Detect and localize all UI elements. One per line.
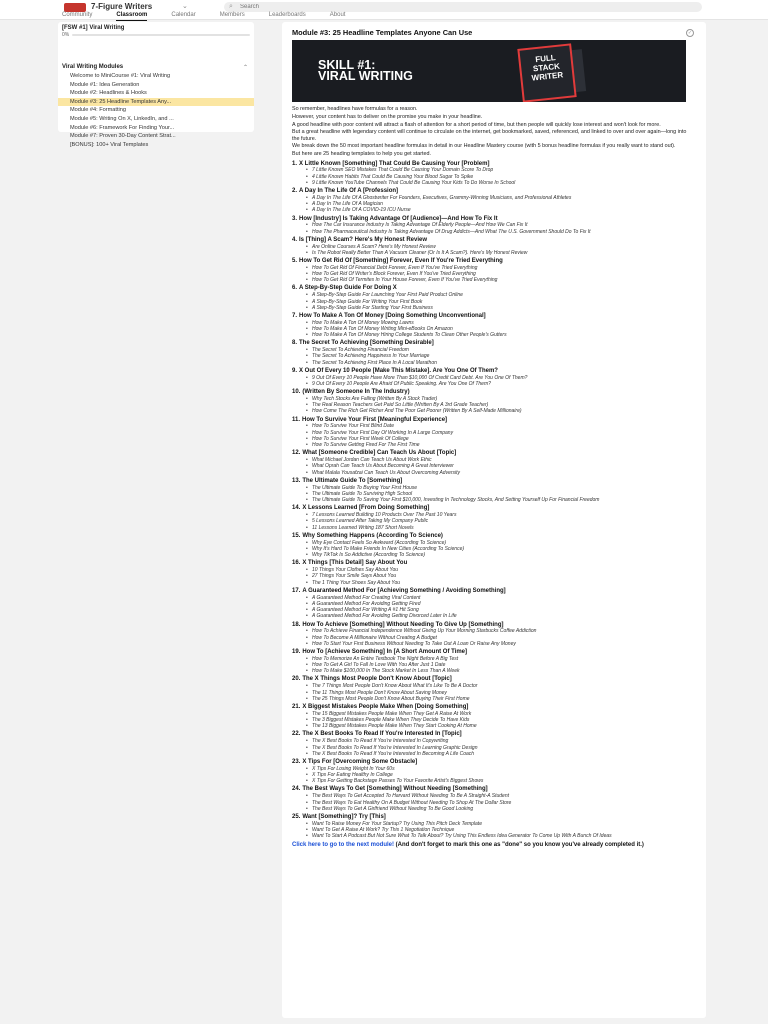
headline-template (292, 649, 692, 675)
headline-template (292, 188, 692, 214)
template-title: The Secret To Achieving [Something Desirable] (299, 340, 434, 347)
example-item: • How To Make A Ton Of Money Writing Mini-eBooks On Amazon (312, 326, 692, 332)
template-heading (292, 188, 692, 195)
lesson-item[interactable]: Module #1: Idea Generation (70, 81, 140, 88)
example-item: • What Malala Yousafzai Can Teach Us About Overcoming Adversity (312, 470, 692, 476)
example-list (312, 793, 692, 812)
template-heading (292, 622, 692, 629)
example-list (312, 683, 692, 702)
template-number: 24. (292, 786, 301, 793)
template-heading (292, 560, 692, 567)
lesson-item[interactable]: [BONUS]: 100+ Viral Templates (70, 141, 149, 148)
template-heading (292, 704, 692, 711)
community-name[interactable]: 7-Figure Writers (91, 2, 153, 11)
template-number: 13. (292, 477, 301, 484)
example-item: • A Step-By-Step Guide For Writing Your First Book (312, 299, 692, 305)
example-item: • The 3 Biggest Mistakes People Make When They Decide To Have Kids (312, 717, 692, 723)
example-item: • 4 Little Known Habits That Could Be Causing Your Blood Sugar To Spike (312, 174, 692, 180)
example-item: • A Step-By-Step Guide For Starting Your First Business (312, 305, 692, 311)
example-item: • How The Car Insurance Industry Is Taking Advantage Of Elderly People—And How We Can Fix It (312, 222, 692, 228)
template-title: X Out Of Every 10 People [Make This Mistake]. Are You One Of Them? (299, 367, 498, 374)
example-list (312, 628, 692, 647)
example-item: • 9 Little Known YouTube Channels That Could Be Causing Your Kids To Do Worse In School (312, 180, 692, 186)
search-input[interactable] (240, 2, 680, 12)
template-title: Want [Something]? Try [This] (302, 813, 386, 820)
intro-paragraph: But a great headline with legendary content will continue to circulate on the internet, get bookmarked, saved, referenced, and linked to over and over again—long into the future. (292, 129, 687, 142)
headline-template (292, 450, 692, 476)
tab-leaderboards[interactable]: Leaderboards (268, 12, 306, 18)
example-item: • A Guaranteed Method For Writing A #1 Hit Song (312, 607, 692, 613)
example-item: • How The Pharmaceutical Industry Is Taking Advantage Of Drug Addicts—And What The U.S. Government Should Do To Fix It (312, 229, 692, 235)
template-title: X Biggest Mistakes People Make When [Doing Something] (302, 703, 469, 710)
example-item: • The Best Ways To Get A Girlfriend Without Needing To Be Good Looking (312, 806, 692, 812)
template-number: 1. (292, 160, 298, 167)
example-item: • How To Make A Ton Of Money Mowing Lawns (312, 320, 692, 326)
template-number: 11. (292, 416, 301, 423)
example-list (312, 222, 692, 235)
example-item: • A Guaranteed Method For Avoiding Getting Fired (312, 601, 692, 607)
example-item: • 9 Out Of Every 10 People Are Afraid Of Public Speaking. Are You One Of Them? (312, 381, 692, 387)
template-number: 12. (292, 450, 301, 457)
template-title: X Lessons Learned [From Doing Something] (302, 505, 430, 512)
example-list (312, 244, 692, 257)
template-number: 19. (292, 649, 301, 655)
template-heading (292, 588, 692, 595)
example-list (312, 567, 692, 586)
intro-paragraph: A good headline with poor content will attract a flash of attention for a short period of time, but then people will quickly lose interest and won't look for more. (292, 121, 661, 128)
footer-text: (And don't forget to mark this one as "done" so you know you've already completed it.) (394, 841, 644, 848)
tab-classroom[interactable]: Classroom (116, 12, 148, 18)
top-bar (0, 0, 768, 20)
tab-about[interactable]: About (329, 12, 346, 18)
intro-paragraph: We break down the 50 most important headline formulas in detail in our Headline Mastery course (with 5 bonus headline formulas if you really want to stand out). (292, 143, 676, 150)
module-banner (292, 40, 686, 102)
example-item: • The 1 Thing Your Shoes Say About You (312, 580, 692, 586)
banner-line-2: VIRAL WRITING (318, 69, 413, 83)
example-list (312, 595, 692, 620)
lesson-item[interactable]: Module #2: Headlines & Hooks (70, 90, 147, 97)
headline-template (292, 258, 692, 284)
lesson-item[interactable]: Module #5: Writing On X, LinkedIn, and ... (70, 115, 174, 122)
template-title: How To Achieve [Something] Without Needing To Give Up [Something] (302, 621, 504, 628)
template-number: 17. (292, 587, 301, 594)
template-heading (292, 417, 692, 424)
example-item: • Why Tech Stocks Are Falling (Written By A Stock Trader) (312, 396, 692, 402)
example-item: • A Day In The Life Of A COVID-19 ICU Nurse (312, 207, 692, 213)
example-item: • The Best Ways To Get Accepted To Harvard Without Needing To Be A Straight-A Student (312, 793, 692, 799)
course-title: [FSW #1] Viral Writing (62, 25, 125, 31)
example-item: • Why TikTok Is So Addictive (According To Science) (312, 552, 692, 558)
example-item: • How To Become A Millionaire Without Creating A Budget (312, 635, 692, 641)
example-list (312, 738, 692, 757)
template-title: The X Things Most People Don't Know About [Topic] (302, 676, 452, 683)
example-item: • What Oprah Can Teach Us About Becoming A Great Interviewer (312, 463, 692, 469)
course-progress-bar (72, 34, 250, 36)
example-item: • The Ultimate Guide To Saving Your First $10,000, Investing In Technology Stocks, And Setting Yourself Up For Financial Freedom (312, 497, 692, 503)
example-item: • The Secret To Achieving Financial Freedom (312, 347, 692, 353)
template-title: Why Something Happens (According To Science) (302, 532, 443, 539)
headline-template (292, 216, 692, 235)
template-heading (292, 285, 692, 292)
book-cover-title: FULL STACK WRITER (531, 53, 564, 83)
headline-template (292, 389, 692, 415)
template-heading (292, 368, 692, 375)
chevron-up-icon[interactable]: ⌃ (242, 65, 248, 71)
book-cover-image (517, 43, 576, 102)
template-title: How To Survive Your First [Meaningful Experience] (302, 416, 448, 423)
template-number: 22. (292, 731, 301, 738)
example-item: • A Day In The Life Of A Magician (312, 201, 692, 207)
intro-paragraphs (292, 106, 692, 158)
example-item: • The Secret To Achieving Happiness In Your Marriage (312, 353, 692, 359)
example-item: • The 13 Biggest Mistakes People Make When They Start Cooking At Home (312, 723, 692, 729)
template-number: 14. (292, 505, 301, 512)
headline-template (292, 759, 692, 785)
example-item: • The 7 Things Most People Don't Know About What It's Like To Be A Doctor (312, 683, 692, 689)
example-item: • The Secret To Achieving First Place In A Local Marathon (312, 360, 692, 366)
example-list (312, 821, 692, 840)
template-title: A Step-By-Step Guide For Doing X (299, 285, 397, 292)
template-number: 5. (292, 257, 298, 264)
example-list (312, 656, 692, 675)
template-number: 18. (292, 621, 301, 628)
section-title[interactable]: Viral Writing Modules (62, 64, 124, 70)
headline-template (292, 560, 692, 586)
template-title: X Tips For [Overcoming Some Obstacle] (302, 758, 418, 765)
headline-template (292, 478, 692, 504)
intro-paragraph: However, your content has to deliver on the promise you make in your headline. (292, 113, 483, 120)
lesson-list (58, 72, 254, 149)
template-number: 3. (292, 215, 298, 222)
template-number: 20. (292, 676, 301, 683)
template-title: The X Best Books To Read If You're Interested In [Topic] (302, 731, 462, 738)
template-number: 4. (292, 236, 298, 243)
example-item: • How To Get Rid Of Termites In Your House Forever, Even If You've Tried Everything (312, 277, 692, 283)
example-item: • How To Get A Girl To Fall In Love With You After Just 1 Date (312, 662, 692, 668)
mark-done-check-icon[interactable]: ✓ (687, 30, 693, 36)
template-heading (292, 258, 692, 265)
search-icon: ⌕ (229, 3, 233, 10)
example-list (312, 167, 692, 186)
example-item: • Want To Raise Money For Your Startup? Try Using This Pitch Deck Template (312, 821, 692, 827)
example-item: • How To Survive Your First Week Of College (312, 436, 692, 442)
example-list (312, 265, 692, 284)
headline-template (292, 588, 692, 620)
intro-paragraph: So remember, headlines have formulas for a reason. (292, 106, 418, 112)
template-number: 16. (292, 560, 301, 567)
footer-note (292, 842, 692, 849)
tab-calendar[interactable]: Calendar (171, 12, 196, 18)
example-item: • How To Make $100,000 In The Stock Market In Less Than A Week (312, 668, 692, 674)
headline-template (292, 505, 692, 531)
example-item: • How To Memorize An Entire Textbook The Night Before A Big Test (312, 656, 692, 662)
example-item: • X Tips For Getting Backstage Passes To Your Favorite Artist's Biggest Shows (312, 778, 692, 784)
template-number: 8. (292, 340, 298, 347)
progress-percent: 0% (62, 32, 70, 38)
template-heading (292, 313, 692, 320)
module-content (282, 22, 706, 1018)
template-title: Is [Thing] A Scam? Here's My Honest Review (299, 236, 428, 243)
lesson-item[interactable]: Module #7: Proven 30-Day Content Strat... (70, 133, 176, 140)
example-list (312, 711, 692, 730)
example-item: • Why Eye Contact Feels So Awkward (According To Science) (312, 540, 692, 546)
template-heading (292, 533, 692, 540)
example-item: • Why It's Hard To Make Friends In New Cities (According To Science) (312, 546, 692, 552)
template-heading (292, 389, 692, 396)
template-title: The Best Ways To Get [Something] Without Needing [Something] (302, 786, 488, 793)
template-heading (292, 505, 692, 512)
example-list (312, 766, 692, 785)
example-list (312, 457, 692, 476)
example-item: • 11 Lessons Learned Writing 187 Short Novels (312, 525, 692, 531)
headline-template (292, 622, 692, 648)
example-item: • How To Survive Getting Fired For The First Time (312, 442, 692, 448)
example-item: • 7 Little Known SEO Mistakes That Could Be Causing Your Domain Score To Drop (312, 167, 692, 173)
headline-template (292, 731, 692, 757)
example-item: • The X Best Books To Read If You're Interested In Learning Graphic Design (312, 745, 692, 751)
tab-community[interactable]: Community (62, 12, 93, 18)
template-heading (292, 649, 692, 656)
headline-template (292, 814, 692, 840)
example-item: • The Ultimate Guide To Buying Your First House (312, 485, 692, 491)
lesson-item[interactable]: Welcome to MiniCourse #1: Viral Writing (70, 73, 171, 79)
template-heading (292, 216, 692, 223)
template-title: X Little Known [Something] That Could Be Causing Your [Problem] (299, 160, 490, 167)
example-list (312, 347, 692, 366)
template-title: What [Someone Credible] Can Teach Us About [Topic] (302, 450, 457, 457)
example-item: • How Come The Rich Get Richer And The Poor Get Poorer (Written By A Self-Made Millionaire) (312, 408, 692, 414)
example-item: • How To Achieve Financial Independence Without Giving Up Your Morning Starbucks Coffee Addiction (312, 628, 692, 634)
example-list (312, 423, 692, 448)
example-item: • How To Get Rid Of Writer's Block Forever, Even If You've Tried Everything (312, 271, 692, 277)
example-list (312, 375, 692, 388)
template-heading (292, 478, 692, 485)
example-item: • The 15 Biggest Mistakes People Make When They Get A Raise At Work (312, 711, 692, 717)
template-number: 23. (292, 758, 301, 765)
article-body (292, 106, 692, 849)
tab-members[interactable]: Members (219, 12, 245, 18)
example-item: • The X Best Books To Read If You're Interested In Becoming A Life Coach (312, 751, 692, 757)
example-item: • Is The Robot Really Better Than A Vacuum Cleaner (Or Is It A Scam?). Here's My Honest Review (312, 250, 692, 256)
example-item: • The 25 Things Most People Don't Know About Buying Their First Home (312, 696, 692, 702)
template-title: How To Make A Ton Of Money [Doing Something Unconventional] (299, 312, 486, 319)
example-item: • How To Get Rid Of Financial Debt Forever, Even If You've Tried Everything (312, 265, 692, 271)
example-item: • X Tips For Eating Healthy In College (312, 772, 692, 778)
template-number: 7. (292, 312, 298, 319)
example-item: • A Guaranteed Method For Creating Viral Content (312, 595, 692, 601)
course-sidebar (58, 22, 254, 148)
example-item: • How To Start Your First Business Without Needing To Take Out A Loan Or Raise Any Money (312, 641, 692, 647)
template-heading (292, 450, 692, 457)
next-module-link[interactable]: Click here to go to the next module! (292, 841, 395, 848)
headline-template-list (292, 161, 692, 840)
example-item: • 7 Lessons Learned Building 10 Products Over The Past 10 Years (312, 512, 692, 518)
example-item: • Want To Start A Podcast But Not Sure What To Talk About? Try Using This Endless Idea Generator To Come Up With A Bunch Of Ideas (312, 833, 692, 839)
community-logo[interactable] (64, 3, 86, 12)
lesson-item[interactable]: Module #6: Framework For Finding Your... (70, 124, 175, 131)
template-heading (292, 161, 692, 168)
example-list (312, 512, 692, 531)
example-list (312, 195, 692, 214)
example-list (312, 292, 692, 311)
template-number: 6. (292, 285, 298, 292)
template-title: The Ultimate Guide To [Something] (302, 477, 403, 484)
example-item: • How To Make A Ton Of Money Hiring College Students To Clean Other People's Gutters (312, 332, 692, 338)
example-item: • Are Online Courses A Scam? Here's My Honest Review (312, 244, 692, 250)
headline-template (292, 368, 692, 387)
example-item: • How To Survive Your First Blind Date (312, 423, 692, 429)
example-item: • The Best Ways To Eat Healthy On A Budget Without Needing To Shop At The Dollar Store (312, 800, 692, 806)
example-item: • How To Survive Your First Day Of Working In A Large Company (312, 430, 692, 436)
example-list (312, 485, 692, 504)
headline-template (292, 533, 692, 559)
template-number: 2. (292, 188, 298, 195)
template-number: 10. (292, 389, 301, 396)
example-item: • What Michael Jordan Can Teach Us About Work Ethic (312, 457, 692, 463)
chevron-down-icon[interactable]: ⌄ (182, 3, 188, 10)
main-nav (62, 12, 369, 20)
lesson-item[interactable]: Module #3: 25 Headline Templates Any... (58, 98, 254, 107)
example-item: • A Day In The Life Of A Ghostwriter For Founders, Executives, Grammy-Winning Musicians, and Professional Athletes (312, 195, 692, 201)
template-heading (292, 731, 692, 738)
search-box[interactable] (224, 2, 702, 12)
example-item: • The Ultimate Guide To Surviving High School (312, 491, 692, 497)
example-item: • A Step-By-Step Guide For Launching Your First Paid Product Online (312, 292, 692, 298)
template-title: How [Industry] Is Taking Advantage Of [Audience]—And How To Fix It (299, 215, 498, 222)
intro-paragraph: But here are 25 heading templates to help you get started. (292, 151, 432, 158)
module-title: Module #3: 25 Headline Templates Anyone Can Use (292, 28, 473, 37)
example-item: • The 11 Things Most People Don't Know About Saving Money (312, 690, 692, 696)
headline-template (292, 676, 692, 702)
template-title: How To [Achieve Something] In [A Short Amount Of Time] (302, 649, 468, 655)
example-list (312, 396, 692, 415)
example-list (312, 320, 692, 339)
example-item: • 10 Things Your Clothes Say About You (312, 567, 692, 573)
headline-template (292, 786, 692, 812)
template-heading (292, 786, 692, 793)
template-heading (292, 759, 692, 766)
template-number: 9. (292, 367, 298, 374)
example-list (312, 540, 692, 559)
template-title: How To Get Rid Of [Something] Forever, Even If You're Tried Everything (299, 257, 503, 264)
example-item: • The Real Reason Teachers Get Paid So Little (Written By A 3rd Grade Teacher) (312, 402, 692, 408)
headline-template (292, 285, 692, 311)
example-item: • Want To Get A Raise At Work? Try This 1 Negotiation Technique (312, 827, 692, 833)
template-number: 21. (292, 703, 301, 710)
headline-template (292, 704, 692, 730)
example-item: • X Tips For Losing Weight In Your 60s (312, 766, 692, 772)
banner-title (318, 60, 413, 82)
template-title: A Guaranteed Method For [Achieving Something / Avoiding Something] (302, 587, 506, 594)
example-item: • 5 Lessons Learned After Taking My Company Public (312, 518, 692, 524)
headline-template (292, 417, 692, 449)
template-title: A Day In The Life Of A [Profession] (299, 188, 399, 195)
template-heading (292, 340, 692, 347)
example-item: • A Guaranteed Method For Avoiding Getting Divorced Later In Life (312, 613, 692, 619)
lesson-item[interactable]: Module #4: Formatting (70, 107, 126, 114)
template-heading (292, 814, 692, 821)
example-item: • 9 Out Of Every 10 People Have More Than $10,000 Of Credit Card Debt. Are You One Of Them? (312, 375, 692, 381)
banner-line-1: SKILL #1: (318, 58, 376, 72)
template-heading (292, 676, 692, 683)
headline-template (292, 237, 692, 256)
headline-template (292, 161, 692, 187)
template-title: X Things [This Detail] Say About You (302, 560, 408, 567)
headline-template (292, 313, 692, 339)
template-number: 15. (292, 532, 301, 539)
template-title: (Written By Someone In The Industry) (302, 389, 410, 396)
headline-template (292, 340, 692, 366)
example-item: • The X Best Books To Read If You're Interested In Copywriting (312, 738, 692, 744)
example-item: • 27 Things Your Smile Says About You (312, 573, 692, 579)
template-number: 25. (292, 813, 301, 820)
template-heading (292, 237, 692, 244)
